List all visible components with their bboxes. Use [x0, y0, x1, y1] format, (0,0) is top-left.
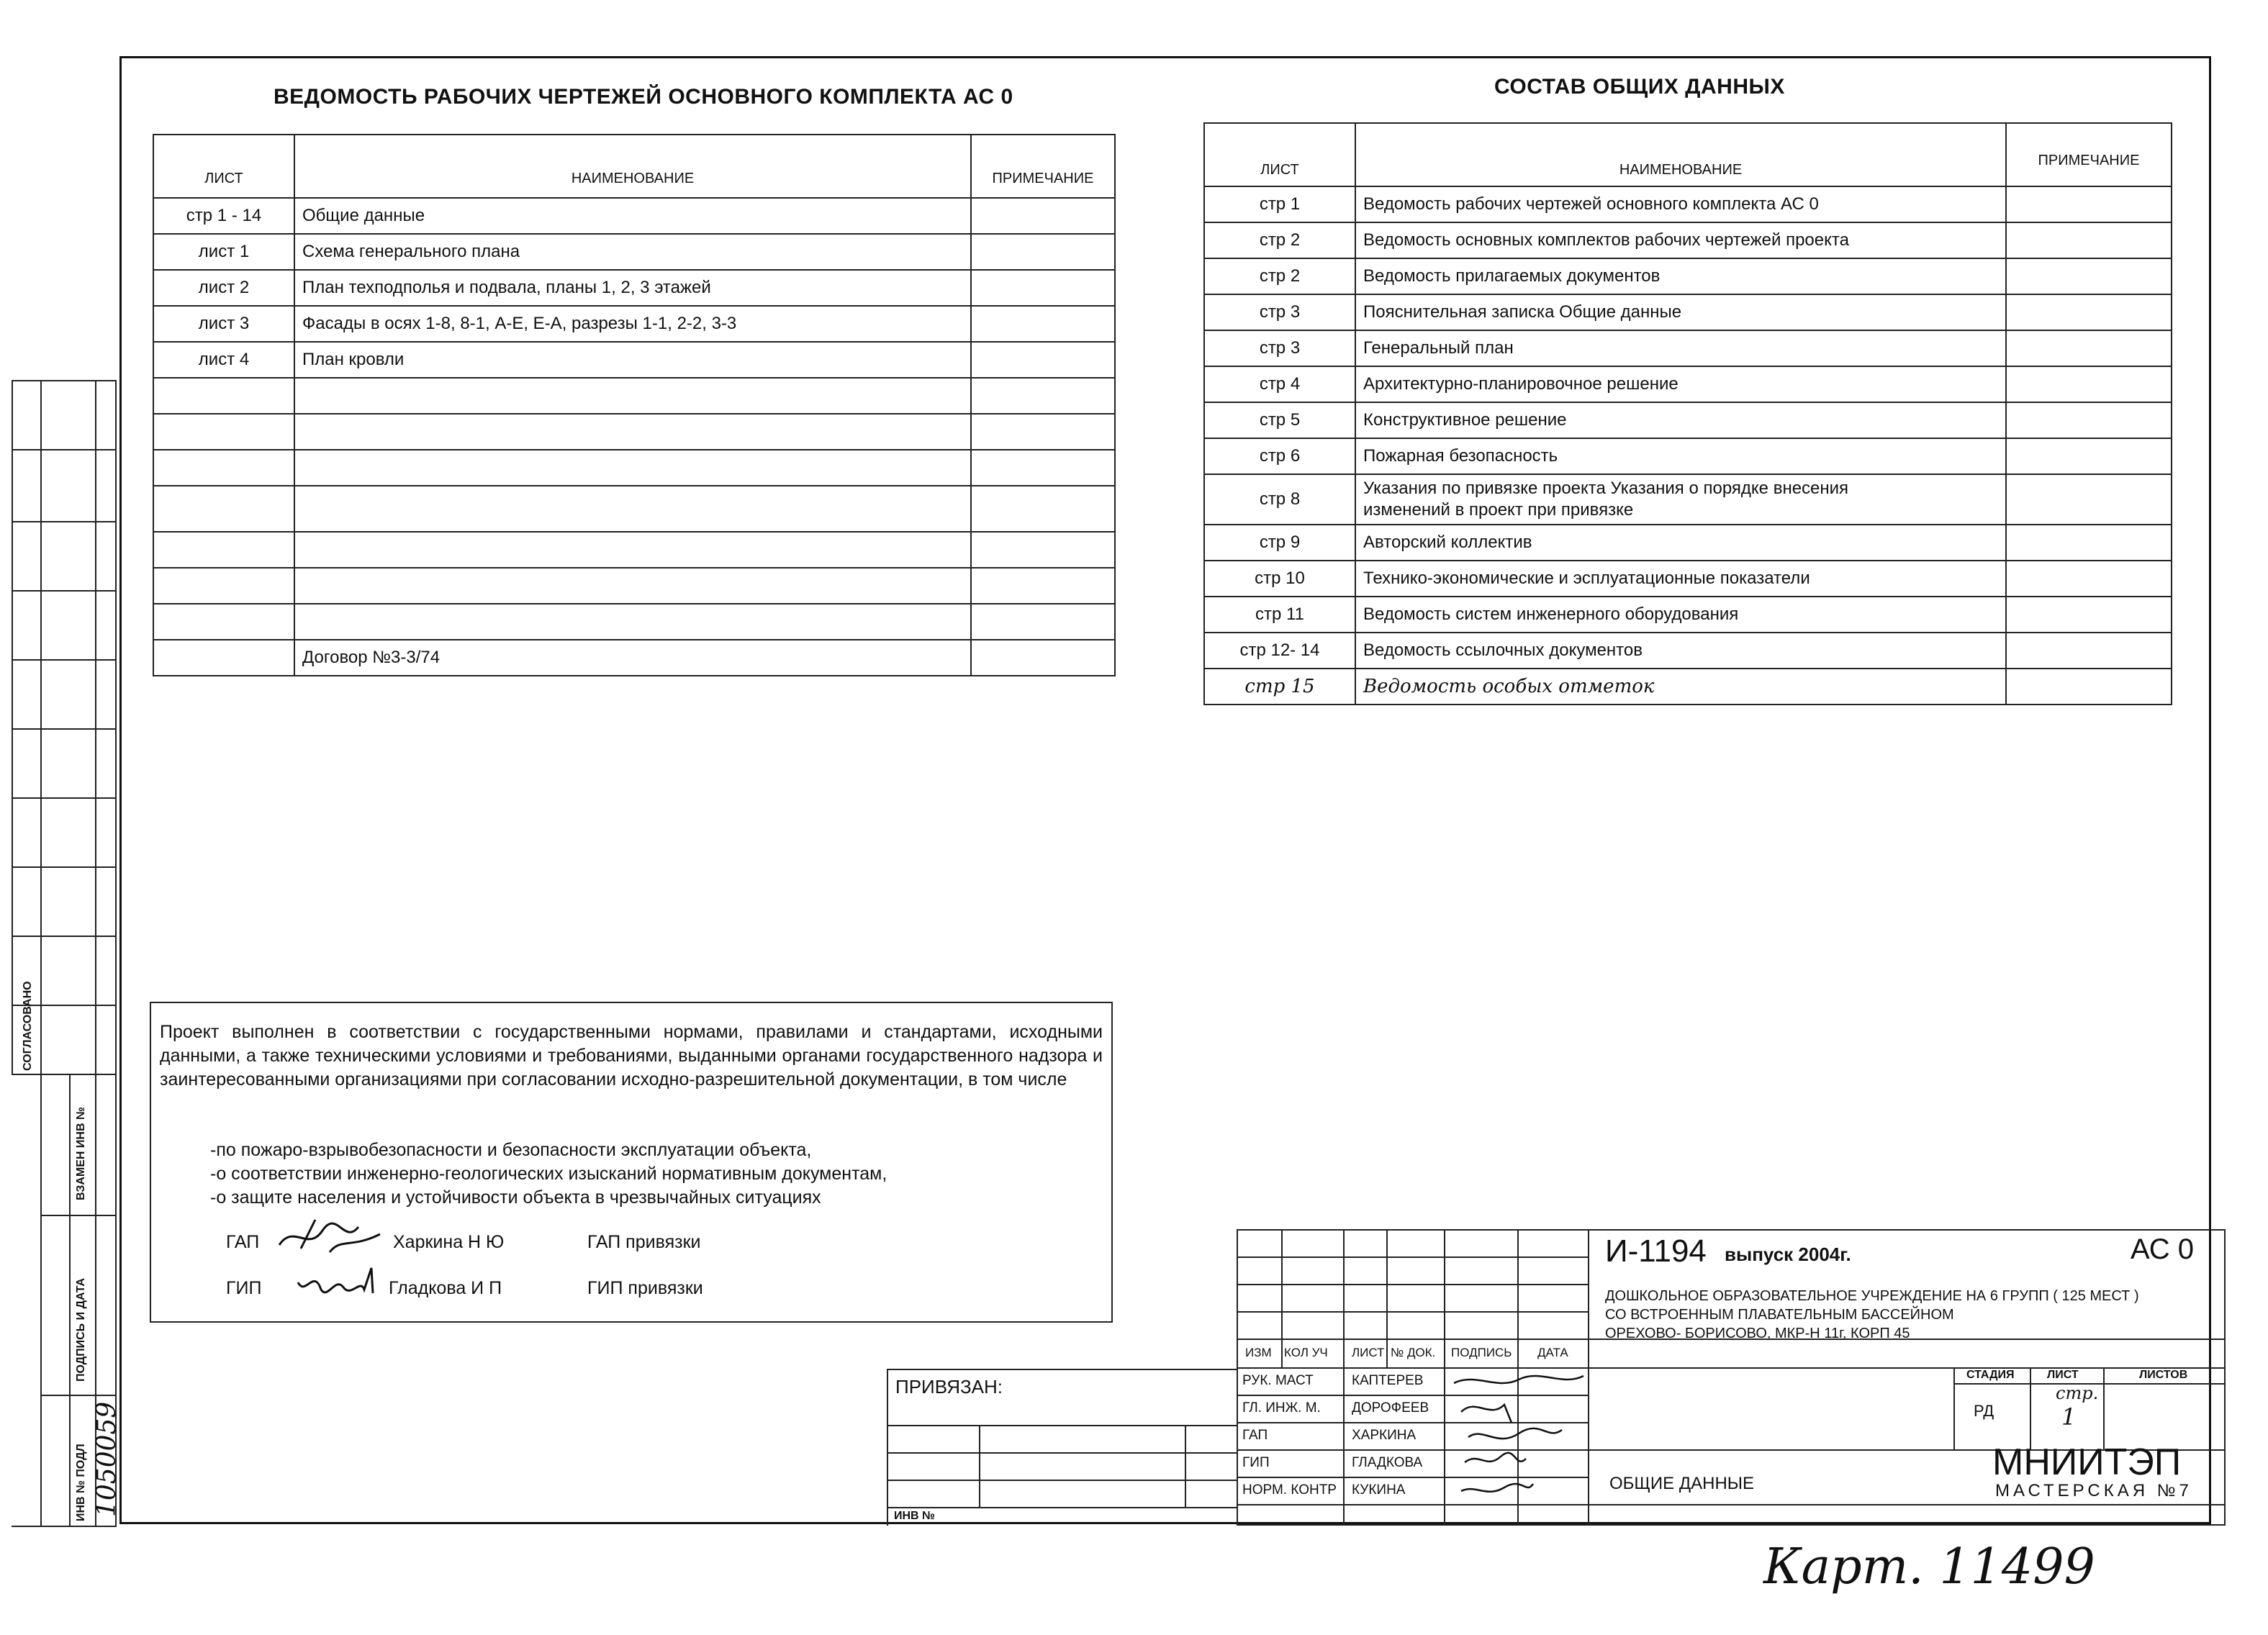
table-row [153, 604, 1115, 640]
name-cell: Ведомость прилагаемых документов [1355, 258, 2006, 294]
table-row [153, 306, 1115, 342]
name-cell: План кровли [294, 342, 971, 378]
header-sheet: ЛИСТ [1204, 123, 1355, 186]
sheet-cell [153, 450, 294, 486]
name-cell [294, 378, 971, 414]
sheet-cell: стр 1 [1204, 186, 1355, 222]
note-paragraph: Проект выполнен в соответствии с государственными нормами, правилами и стандартами, исходными данными, а также техническими условиями и требованиями, выданными органами государственного надзора и заинтересованными организациями при согласовании исходно-разрешительной документации, в том числе [160, 1022, 1103, 1090]
sheet-cell: стр 1 - 14 [153, 198, 294, 234]
note-cell [971, 486, 1115, 532]
workshop-name: МАСТЕРСКАЯ №7 [1995, 1481, 2192, 1500]
gip-signature-icon [292, 1261, 386, 1304]
note-cell [2006, 222, 2172, 258]
title-block [887, 1216, 2226, 1526]
name-cell [294, 414, 971, 450]
table-header-row [153, 135, 1115, 198]
name-cell: Авторский коллектив [1355, 525, 2006, 561]
sheet-cell: стр 2 [1204, 258, 1355, 294]
sheet-cell: стр 11 [1204, 597, 1355, 633]
sheet-cell: стр 6 [1204, 438, 1355, 474]
note-item: -по пожаро-взрывобезопасности и безопасности эксплуатации объекта, [210, 1140, 812, 1160]
table-row [1204, 402, 2172, 438]
note-cell [971, 568, 1115, 604]
sheet-cell [153, 604, 294, 640]
name-cell [294, 486, 971, 532]
staff-role: РУК. МАСТ [1242, 1373, 1314, 1388]
col-header-kol: КОЛ УЧ [1284, 1346, 1328, 1359]
table-row [1204, 597, 2172, 633]
col-header-doc: № ДОК. [1391, 1346, 1436, 1359]
name-line-1: Указания по привязке проекта Указания о порядке внесения [1363, 479, 1849, 498]
table-header-row [1204, 123, 2172, 186]
sheet-cell [153, 568, 294, 604]
sheet-cell [153, 486, 294, 532]
name-cell: Пожарная безопасность [1355, 438, 2006, 474]
header-name: НАИМЕНОВАНИЕ [1355, 123, 2006, 186]
name-cell: Фасады в осях 1-8, 8-1, А-Е, Е-А, разрезы 1-1, 2-2, 3-3 [294, 306, 971, 342]
table-row [153, 568, 1115, 604]
note-cell [971, 342, 1115, 378]
left-strip [12, 380, 122, 1527]
header-note: ПРИМЕЧАНИЕ [971, 135, 1115, 198]
table-row [1204, 669, 2172, 705]
name-cell: Ведомость систем инженерного оборудования [1355, 597, 2006, 633]
note-item: -о защите населения и устойчивости объекта в чрезвычайных ситуациях [210, 1187, 821, 1208]
gap-signature-icon [272, 1216, 394, 1259]
header-name: НАИМЕНОВАНИЕ [294, 135, 971, 198]
note-cell [2006, 330, 2172, 366]
sheet-cell [153, 640, 294, 676]
gap-label: ГАП [226, 1232, 260, 1252]
replaced-inv-label: ВЗАМЕН ИНВ № [75, 1107, 87, 1200]
sheet-cell [153, 378, 294, 414]
note-cell [2006, 366, 2172, 402]
inv-no-label: ИНВ № ПОДЛ [75, 1444, 87, 1521]
name-cell: Ведомость основных комплектов рабочих чертежей проекта [1355, 222, 2006, 258]
name-cell: План техподполья и подвала, планы 1, 2, 3 этажей [294, 270, 971, 306]
sheet-value: 1 [2061, 1403, 2077, 1431]
col-header-signature: ПОДПИСЬ [1451, 1346, 1512, 1359]
staff-role: НОРМ. КОНТР [1242, 1482, 1337, 1498]
note-item: -о соответствии инженерно-геологических изысканий нормативным документам, [210, 1164, 887, 1184]
project-code: И-1194 [1605, 1233, 1707, 1269]
sheet-cell: стр 3 [1204, 330, 1355, 366]
note-cell [971, 378, 1115, 414]
table-row [1204, 294, 2172, 330]
note-cell [2006, 186, 2172, 222]
sheet-cell: стр 4 [1204, 366, 1355, 402]
sheet-cell: стр 9 [1204, 525, 1355, 561]
name-cell [294, 604, 971, 640]
stage-header: СТАДИЯ [1966, 1369, 2015, 1381]
sheet-cell [153, 532, 294, 568]
col-header-izm: ИЗМ [1245, 1346, 1272, 1359]
sheet-value-prefix: стр. [2056, 1383, 2099, 1403]
gap-name: Харкина Н Ю [393, 1232, 505, 1252]
note-cell [2006, 258, 2172, 294]
name-cell [1355, 474, 2006, 525]
table-row [1204, 258, 2172, 294]
note-cell [971, 270, 1115, 306]
note-cell [971, 306, 1115, 342]
name-cell [294, 532, 971, 568]
table-row [153, 234, 1115, 270]
sheet-cell: стр 15 [1204, 669, 1355, 705]
col-header-date: ДАТА [1537, 1346, 1568, 1359]
table-row [1204, 561, 2172, 597]
gip-label: ГИП [226, 1278, 262, 1298]
staff-role: ГАП [1242, 1428, 1268, 1443]
note-cell [2006, 402, 2172, 438]
name-cell: Архитектурно-планировочное решение [1355, 366, 2006, 402]
name-cell: Ведомость ссылочных документов [1355, 633, 2006, 669]
attached-label: ПРИВЯЗАН: [895, 1376, 1003, 1398]
sheet-cell: стр 8 [1204, 474, 1355, 525]
table-row [153, 342, 1115, 378]
name-cell: Ведомость рабочих чертежей основного комплекта АС 0 [1355, 186, 2006, 222]
note-cell [971, 198, 1115, 234]
signature-date-label: ПОДПИСЬ И ДАТА [75, 1277, 87, 1382]
staff-role: ГЛ. ИНЖ. М. [1242, 1400, 1321, 1416]
name-cell: Ведомость особых отметок [1355, 669, 2006, 705]
table-row [1204, 474, 2172, 525]
gip-name: Гладкова И П [389, 1278, 502, 1298]
note-cell [2006, 561, 2172, 597]
header-sheet: ЛИСТ [153, 135, 294, 198]
name-cell [294, 568, 971, 604]
sheet-cell: лист 4 [153, 342, 294, 378]
name-cell: Конструктивное решение [1355, 402, 2006, 438]
sheet-cell [153, 414, 294, 450]
project-line: ОРЕХОВО- БОРИСОВО, МКР-Н 11г, КОРП 45 [1605, 1326, 1910, 1341]
sheet-cell: стр 2 [1204, 222, 1355, 258]
table-row [1204, 186, 2172, 222]
name-cell: Пояснительная записка Общие данные [1355, 294, 2006, 330]
note-cell [971, 414, 1115, 450]
table-row [153, 378, 1115, 414]
name-cell: Схема генерального плана [294, 234, 971, 270]
table-row [1204, 330, 2172, 366]
note-cell [2006, 633, 2172, 669]
gap-binding: ГАП привязки [587, 1232, 701, 1252]
note-cell [971, 640, 1115, 676]
note-list [210, 1138, 887, 1210]
note-cell [2006, 294, 2172, 330]
sheet-cell: стр 3 [1204, 294, 1355, 330]
handwritten-footer: Карт. 11499 [1763, 1539, 2095, 1595]
name-cell: Общие данные [294, 198, 971, 234]
org-name: МНИИТЭП [1992, 1441, 2182, 1483]
note-cell [2006, 597, 2172, 633]
table-row [153, 270, 1115, 306]
note-cell [2006, 525, 2172, 561]
table-row [153, 450, 1115, 486]
sheet-cell: лист 2 [153, 270, 294, 306]
table-row [1204, 633, 2172, 669]
issue-label: выпуск 2004г. [1725, 1244, 1851, 1265]
table-row [1204, 366, 2172, 402]
note-cell [971, 604, 1115, 640]
table-row [153, 640, 1115, 676]
note-cell [2006, 669, 2172, 705]
gip-binding: ГИП привязки [587, 1278, 703, 1298]
name-line-2: изменений в проект при привязке [1363, 500, 1634, 520]
inv-no-value: 1050059 [92, 1401, 122, 1517]
project-line: ДОШКОЛЬНОЕ ОБРАЗОВАТЕЛЬНОЕ УЧРЕЖДЕНИЕ НА 6 ГРУПП ( 125 МЕСТ ) [1605, 1288, 2139, 1304]
sheet-title: ОБЩИЕ ДАННЫЕ [1609, 1474, 1755, 1493]
table-row [1204, 438, 2172, 474]
name-cell [294, 450, 971, 486]
staff-name: КУКИНА [1352, 1482, 1406, 1498]
table-row [1204, 222, 2172, 258]
staff-name: КАПТЕРЕВ [1352, 1373, 1424, 1388]
left-sheet-table [153, 134, 1116, 676]
header-note: ПРИМЕЧАНИЕ [2006, 123, 2172, 186]
set-code: АС 0 [2131, 1233, 2195, 1265]
name-cell: Технико-экономические и эсплуатационные показатели [1355, 561, 2006, 597]
left-table-title: ВЕДОМОСТЬ РАБОЧИХ ЧЕРТЕЖЕЙ ОСНОВНОГО КОМПЛЕКТА АС 0 [274, 85, 1013, 109]
table-row [153, 414, 1115, 450]
staff-role: ГИП [1242, 1455, 1270, 1470]
stage-value: РД [1974, 1402, 1994, 1420]
col-header-sheet: ЛИСТ [1352, 1346, 1385, 1359]
note-cell [971, 532, 1115, 568]
sheets-header: ЛИСТОВ [2139, 1369, 2188, 1381]
right-table-title: СОСТАВ ОБЩИХ ДАННЫХ [1494, 75, 1785, 99]
inv-label: ИНВ № [894, 1510, 935, 1522]
table-row [153, 198, 1115, 234]
table-row [153, 486, 1115, 532]
table-row [153, 532, 1115, 568]
note-cell [2006, 438, 2172, 474]
right-sheet-table [1203, 122, 2172, 705]
sheet-cell: лист 3 [153, 306, 294, 342]
staff-signatures-icon [1447, 1369, 1588, 1505]
staff-name: ХАРКИНА [1352, 1428, 1417, 1443]
project-line: СО ВСТРОЕННЫМ ПЛАВАТЕЛЬНЫМ БАССЕЙНОМ [1605, 1307, 1954, 1323]
sheet-cell: стр 12- 14 [1204, 633, 1355, 669]
agreed-label: СОГЛАСОВАНО [22, 981, 34, 1071]
name-cell: Генеральный план [1355, 330, 2006, 366]
sheet-cell: стр 10 [1204, 561, 1355, 597]
name-cell: Договор №3-3/74 [294, 640, 971, 676]
table-row [1204, 525, 2172, 561]
note-cell [971, 234, 1115, 270]
sheet-cell: лист 1 [153, 234, 294, 270]
note-cell [2006, 474, 2172, 525]
sheet-cell: стр 5 [1204, 402, 1355, 438]
staff-name: ГЛАДКОВА [1352, 1455, 1423, 1470]
staff-name: ДОРОФЕЕВ [1352, 1400, 1429, 1416]
sheet-header: ЛИСТ [2047, 1369, 2079, 1381]
note-cell [971, 450, 1115, 486]
